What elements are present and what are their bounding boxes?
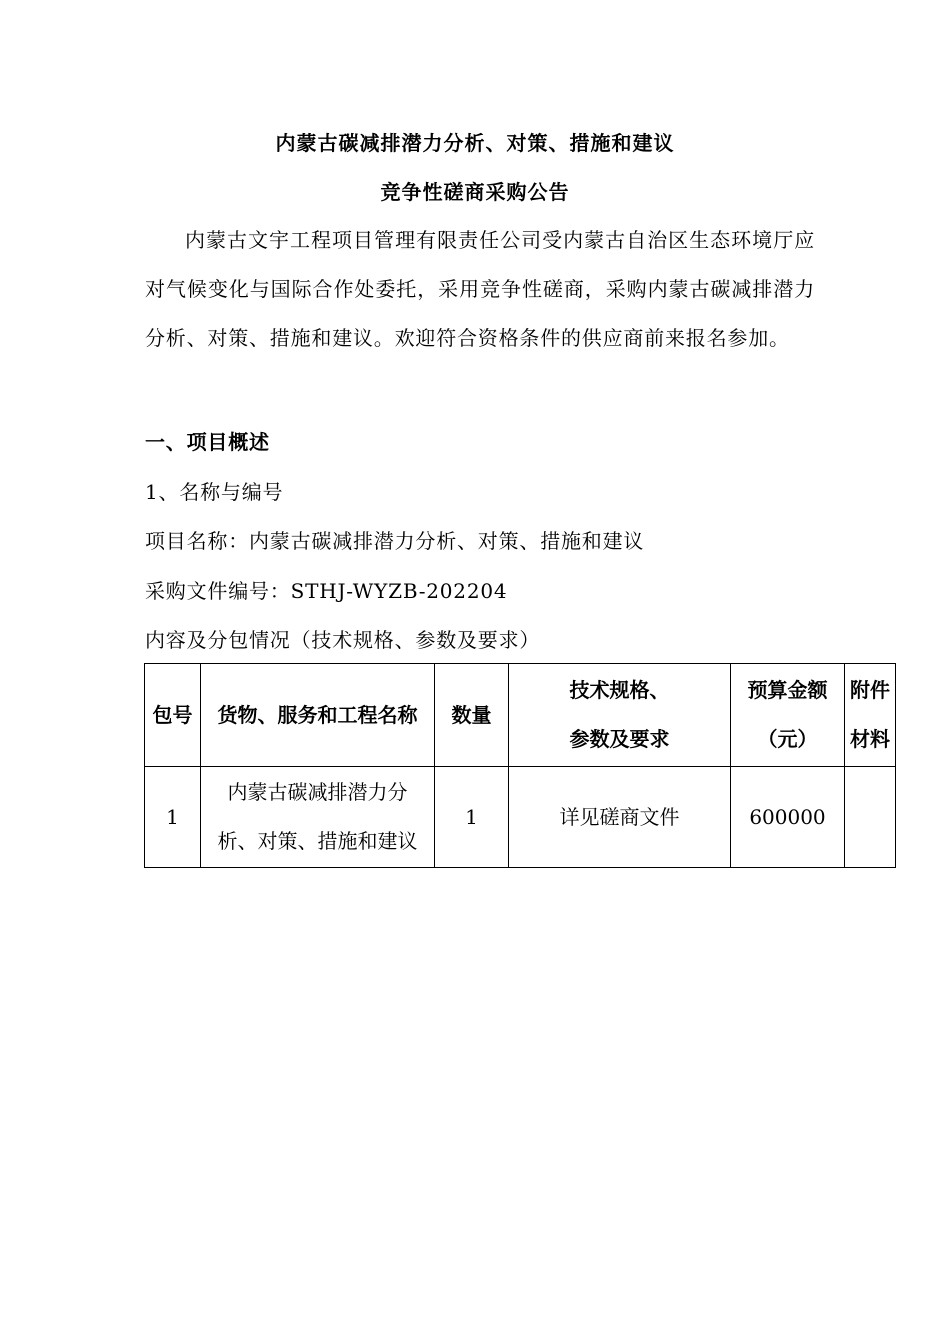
package-table (144, 663, 896, 868)
procurement-number: 采购文件编号：STHJ-WYZB-202204 (145, 579, 508, 603)
subheading-name-number: 1、名称与编号 (145, 480, 284, 504)
table-row (145, 767, 896, 868)
document-title-line2: 竞争性磋商采购公告 (380, 180, 570, 204)
header-attachment-line2: 材料 (850, 727, 890, 751)
header-spec (509, 664, 731, 767)
header-name: 货物、服务和工程名称 (201, 664, 435, 767)
header-qty: 数量 (435, 664, 509, 767)
cell-qty: 1 (435, 767, 509, 868)
header-budget-line1: 预算金额 (747, 678, 828, 702)
cell-spec: 详见磋商文件 (509, 767, 731, 868)
table-header-row (145, 664, 896, 767)
project-name: 项目名称：内蒙古碳减排潜力分析、对策、措施和建议 (145, 529, 645, 553)
header-attachment (845, 664, 896, 767)
section-heading-overview: 一、项目概述 (145, 430, 270, 454)
contents-heading: 内容及分包情况（技术规格、参数及要求） (145, 628, 541, 652)
cell-name-line1: 内蒙古碳减排潜力分 (227, 780, 408, 804)
header-spec-line2: 参数及要求 (569, 727, 670, 751)
cell-name-line2: 析、对策、措施和建议 (217, 829, 418, 853)
cell-name (201, 767, 435, 868)
header-budget (731, 664, 845, 767)
header-spec-line1: 技术规格、 (569, 678, 670, 702)
cell-budget: 600000 (731, 767, 845, 868)
document-title-line1: 内蒙古碳减排潜力分析、对策、措施和建议 (275, 131, 675, 155)
header-pkg: 包号 (145, 664, 201, 767)
cell-pkg: 1 (145, 767, 201, 868)
cell-attachment (845, 767, 896, 868)
header-attachment-line1: 附件 (850, 678, 890, 702)
intro-paragraph: 内蒙古文宇工程项目管理有限责任公司受内蒙古自治区生态环境厅应对气候变化与国际合作处委托，采用竞争性磋商，采购内蒙古碳减排潜力分析、对策、措施和建议。欢迎符合资格条件的供应商前来报名参加。 (145, 228, 815, 350)
header-budget-line2: （元） (757, 727, 818, 751)
